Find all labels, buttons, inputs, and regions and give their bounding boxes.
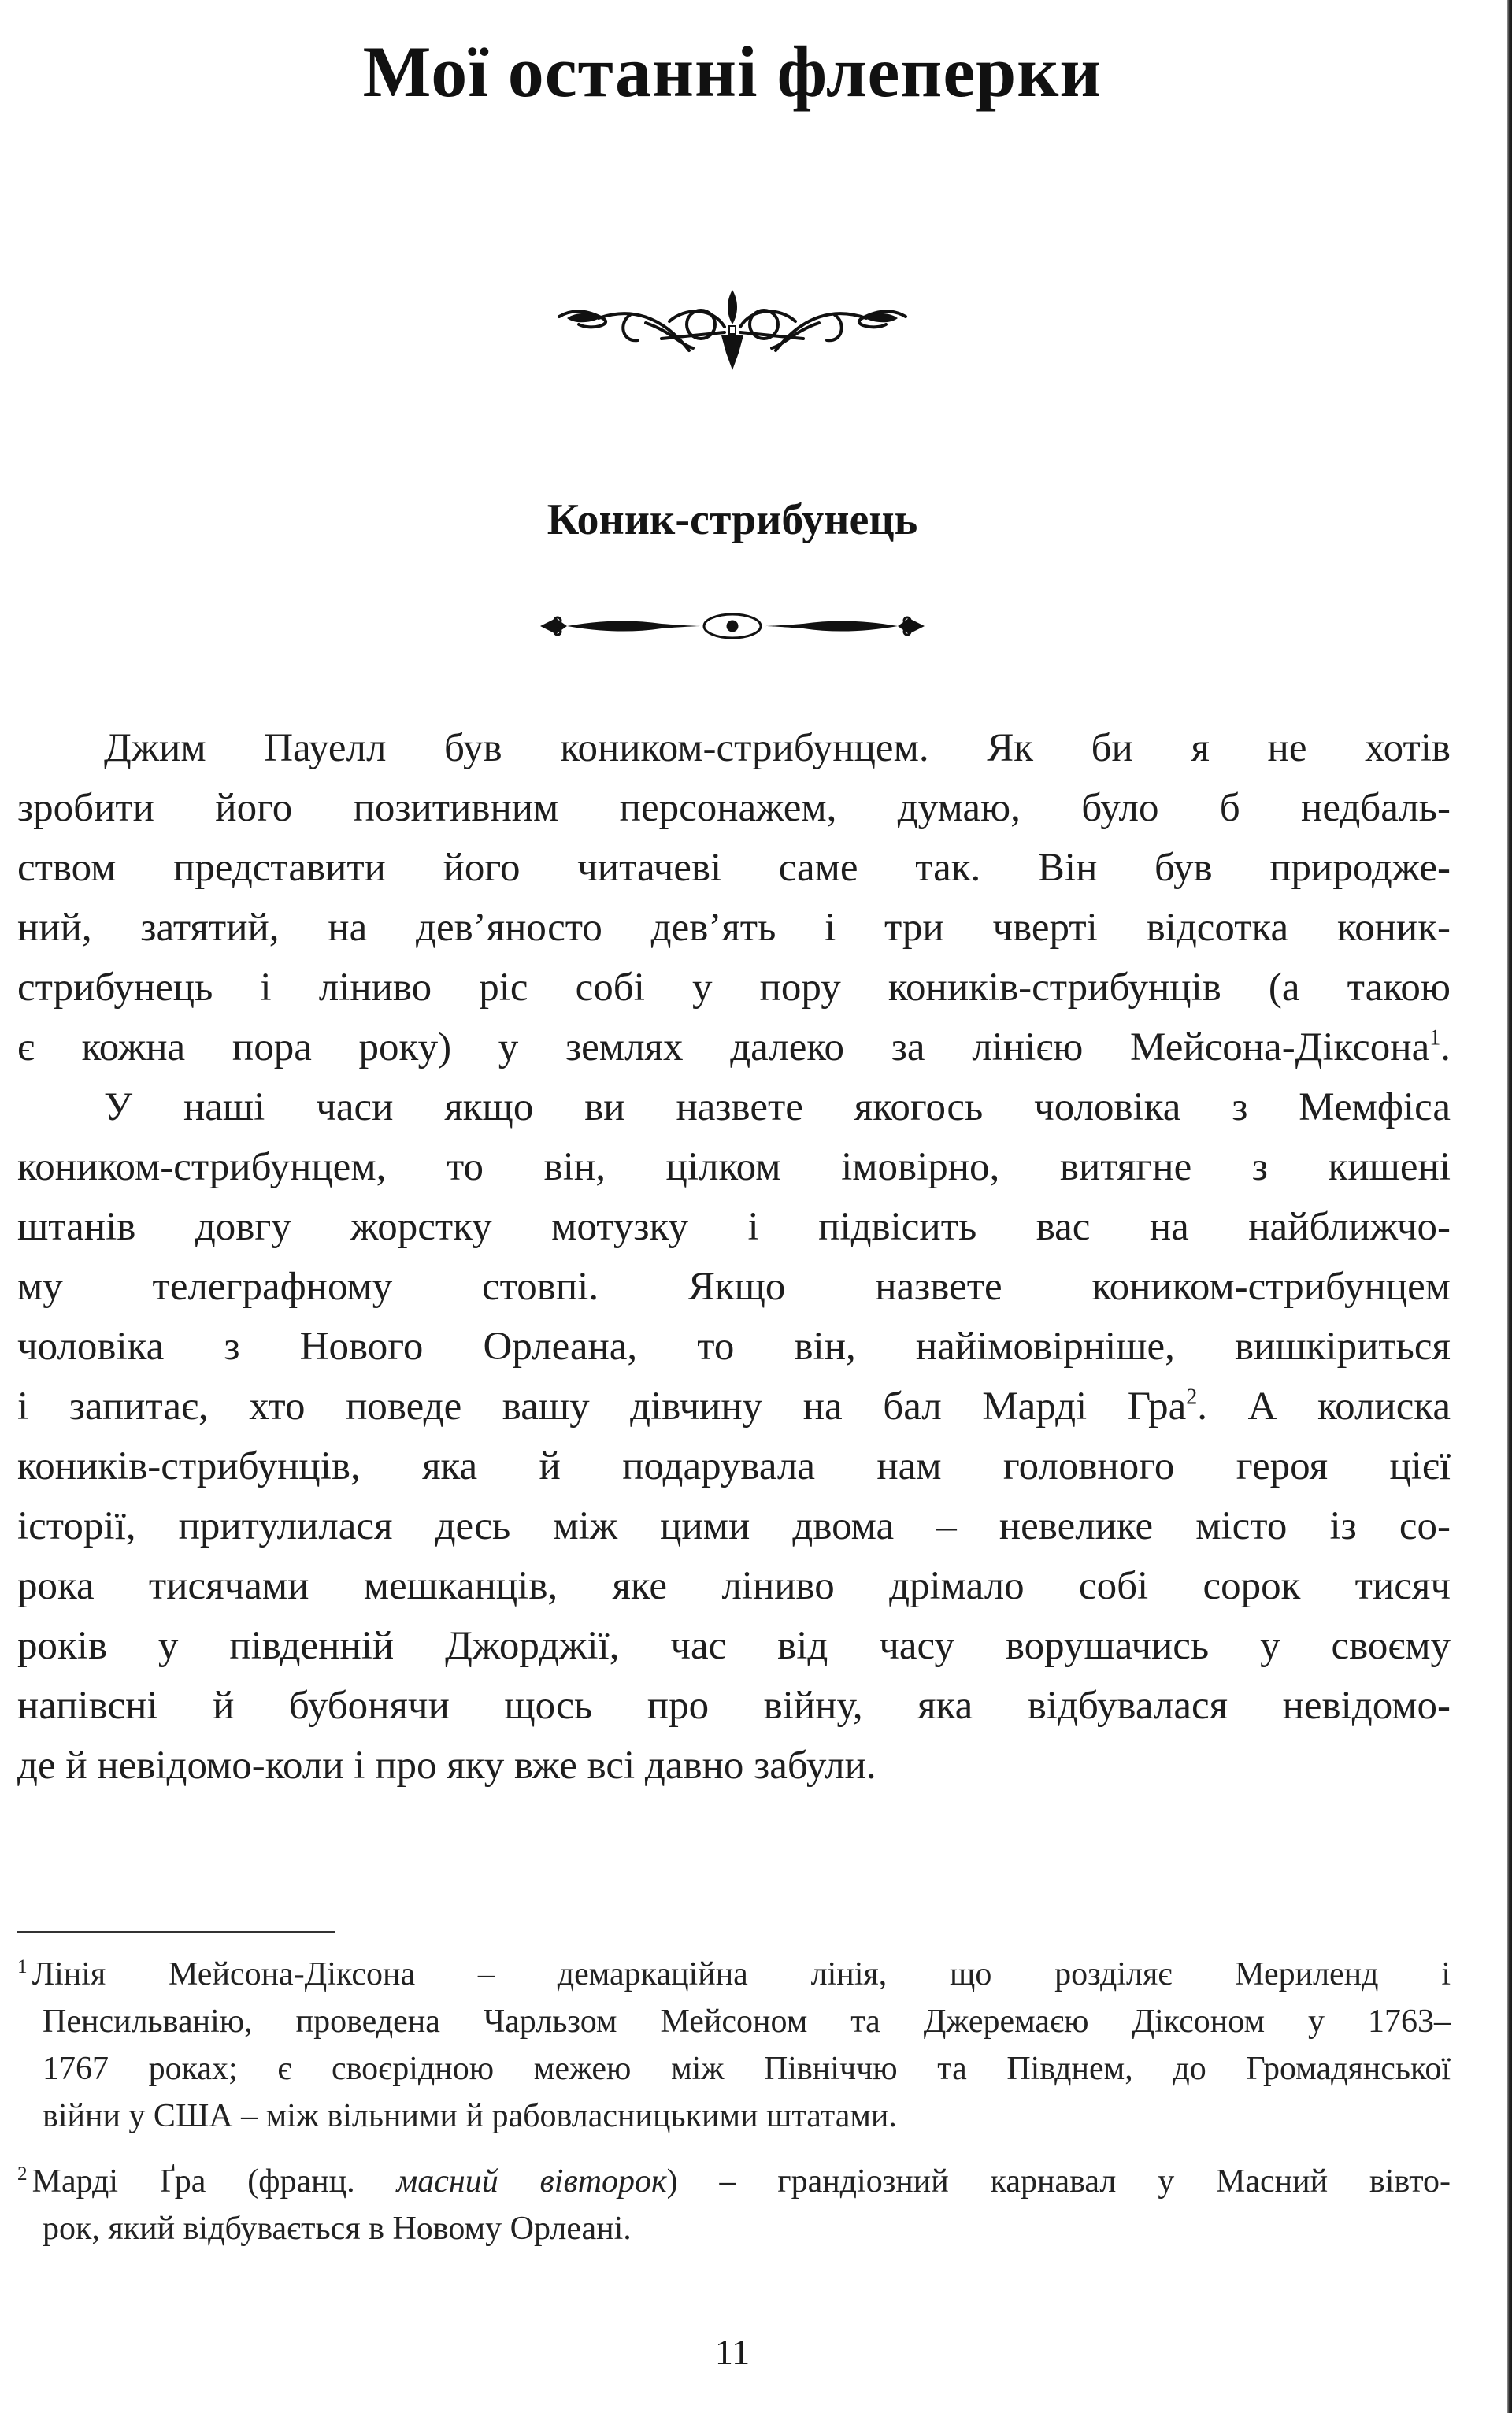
body-text [17, 718, 1451, 1796]
paragraph-2-line-7: коників-стрибунців, яка й подарувала нам головного героя цієї [17, 1444, 1451, 1488]
paragraph-2-line-3: штанів довгу жорстку мотузку і підвісить вас на найближчо- [17, 1205, 1451, 1249]
footnote-mark: 2 [17, 2163, 28, 2185]
footnotes [17, 1944, 1451, 2263]
chapter-title: Мої останні флеперки [362, 32, 1102, 112]
paragraph-2-line-11: напівсні й бубонячи щось про війну, яка відбувалася невідомо- [17, 1684, 1451, 1728]
footnote-italic-text: масний вівторок [396, 2163, 667, 2200]
footnote-1 [17, 1944, 1451, 2140]
page-edge-border [1507, 0, 1512, 2413]
paragraph-2-line-12: де й невідомо-коли і про яку вже всі давно забули. [17, 1744, 876, 1788]
footnote-text: війни у США – між вільними й рабовласницькими штатами. [43, 2098, 897, 2135]
footnote-text: Лінія Мейсона-Діксона – демаркаційна лінія, що розділяє Мериленд і [32, 1956, 1451, 1993]
paragraph-2-line-9: рока тисячами мешканців, яке ліниво дрімало собі сорок тисяч [17, 1564, 1451, 1608]
line-divider-ornament-icon [536, 606, 929, 646]
footnote-2 [17, 2151, 1451, 2252]
floral-scroll-ornament-icon [543, 284, 921, 378]
paragraph-1-line-1: Джим Пауелл був коником-стрибунцем. Як би я не хотів [104, 726, 1451, 770]
paragraph-2-line-10: років у південній Джорджії, час від часу ворушачись у своєму [17, 1624, 1451, 1668]
paragraph-1-line-3: ством представити його читачеві саме так. Він був природже- [17, 846, 1451, 890]
line-text: і запитає, хто поведе вашу дівчину на бал Марді Гра [17, 1384, 1187, 1429]
paragraph-1-line-4: ний, затятий, на дев’яносто дев’ять і три чверті відсотка коник- [17, 906, 1451, 950]
footnote-text: Пенсильванію, проведена Чарльзом Мейсоном та Джеремаєю Діксоном у 1763– [43, 2003, 1451, 2040]
paragraph-2-line-2: коником-стрибунцем, то він, цілком імовірно, витягне з кишені [17, 1145, 1451, 1189]
paragraph-2-line-6 [17, 1377, 1451, 1436]
footnote-text: Марді Ґра (франц. [32, 2163, 397, 2200]
footnote-ref-1[interactable]: 1 [1429, 1025, 1441, 1051]
paragraph-1-line-6 [17, 1017, 1451, 1077]
paragraph-2-line-5: чоловіка з Нового Орлеана, то він, найімовірніше, вишкіриться [17, 1325, 1451, 1369]
footnote-separator [17, 1931, 335, 1933]
paragraph-2-line-8: історії, притулилася десь між цими двома – невелике місто із со- [17, 1504, 1451, 1548]
paragraph-2-line-1: У наші часи якщо ви назвете якогось чоловіка з Мемфіса [104, 1085, 1451, 1129]
paragraph-1-line-2: зробити його позитивним персонажем, думаю, було б недбаль- [17, 786, 1451, 830]
line-text: є кожна пора року) у землях далеко за лінією Мейсона-Діксона [17, 1025, 1430, 1069]
line-tail: . А колиска [1197, 1384, 1451, 1429]
footnote-text: ) – грандіозний карнавал у Масний вівто- [666, 2163, 1451, 2200]
section-title: Коник-стрибунець [547, 495, 918, 544]
footnote-mark: 1 [17, 1956, 28, 1977]
paragraph-2-line-4: му телеграфному стовпі. Якщо назвете коником-стрибунцем [17, 1265, 1451, 1309]
page-number: 11 [714, 2332, 750, 2372]
paragraph-1-line-5: стрибунець і ліниво ріс собі у пору коників-стрибунців (а такою [17, 966, 1451, 1010]
line-tail: . [1440, 1025, 1451, 1069]
footnote-text: 1767 роках; є своєрідною межею між Північчю та Півднем, до Громадянської [43, 2051, 1451, 2088]
footnote-text: рок, який відбувається в Новому Орлеані. [43, 2211, 632, 2248]
footnote-ref-2[interactable]: 2 [1186, 1384, 1198, 1410]
